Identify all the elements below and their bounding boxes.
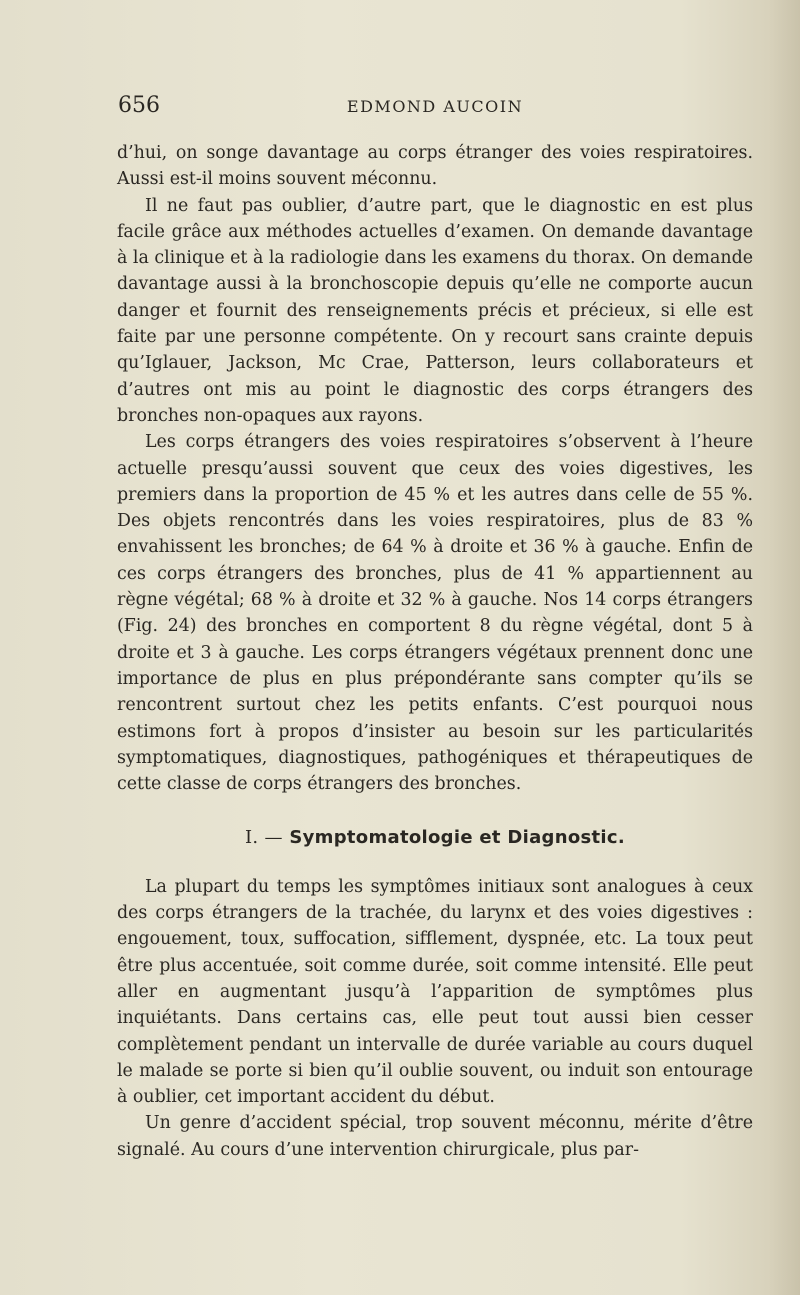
paragraph: Un genre d’accident spécial, trop souvent méconnu, mérite d’être signalé. Au cours d’une intervention chirurgicale, plus par- (117, 1113, 753, 1160)
text-body (117, 140, 753, 1163)
section-number: I. — (245, 827, 283, 849)
paragraph: Il ne faut pas oublier, d’autre part, que le diagnostic en est plus facile grâce aux méthodes actuelles d’examen. On demande davantage à la clinique et à la radiologie dans les examens du thorax. On demande davantage aussi à la bronchoscopie depuis qu’elle ne comporte aucun danger et fournit des renseignements précis et précieux, si elle est faite par une personne compétente. On y recourt sans crainte depuis qu’Iglauer, Jackson, Mc Crae, Patterson, leurs collaborateurs et d’autres ont mis au point le diagnostic des corps étrangers des bronches non-opaques aux rayons. (117, 195, 754, 426)
paragraph: Les corps étrangers des voies respiratoires s’observent à l’heure actuelle presqu’aussi souvent que ceux des voies digestives, les premiers dans la proportion de 45 % et les autres dans celle de 55 %. Des objets rencontrés dans les voies respiratoires, plus de 83 % envahissent les bronches; de 64 % à droite et 36 % à gauche. Enfin de ces corps étrangers des bronches, plus de 41 % appartiennent au règne végétal; 68 % à droite et 32 % à gauche. Nos 14 corps étrangers (Fig. 24) des bronches en comportent 8 du règne végétal, dont 5 à droite et 3 à gauche. Les corps étrangers végétaux prennent donc une importance de plus en plus prépondérante sans compter qu’ils se rencontrent surtout chez les petits enfants. C’est pourquoi nous estimons fort à propos d’insister au besoin sur les particularités symptomatiques, diagnostiques, pathogéniques et thérapeutiques de cette classe de corps étrangers des bronches. (117, 432, 753, 795)
section-title: Symptomatologie et Diagnostic. (289, 827, 625, 849)
running-title: EDMOND AUCOIN (346, 97, 524, 116)
page-header (118, 93, 752, 123)
section-heading (117, 825, 753, 851)
page-number: 656 (118, 93, 160, 118)
paragraph: d’hui, on songe davantage au corps étranger des voies respiratoires. Aussi est-il moins souvent méconnu. (117, 143, 753, 190)
paragraph: La plupart du temps les symptômes initiaux sont analogues à ceux des corps étrangers de la trachée, du larynx et des voies digestives : engouement, toux, suffocation, sifflement, dyspnée, etc. La toux peut être plus accentuée, soit comme durée, soit comme intensité. Elle peut aller en augmentant jusqu’à l’apparition de symptômes plus inquiétants. Dans certains cas, elle peut tout aussi bien cesser complètement pendant un intervalle de durée variable au cours duquel le malade se porte si bien qu’il oublie souvent, ou induit son entourage à oublier, cet important accident du début. (117, 876, 753, 1108)
